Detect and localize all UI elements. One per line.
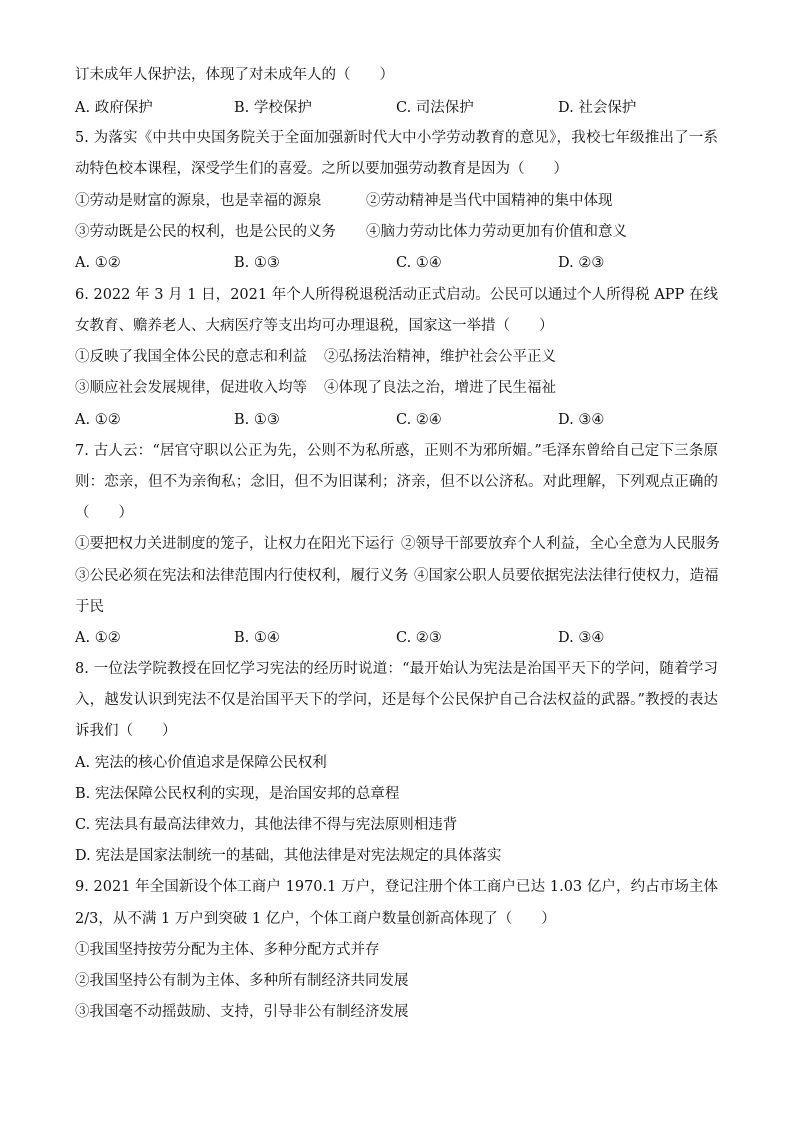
q7-option-d: D. ③④ bbox=[558, 630, 605, 646]
q4-option-d: D. 社会保护 bbox=[558, 100, 637, 116]
q8-option-a: A. 宪法的核心价值追求是保障公民权利 bbox=[75, 755, 327, 771]
q6-statement-2: ②弘扬法治精神，维护社会公平正义 bbox=[324, 349, 556, 365]
q6-statement-4: ④体现了良法之治，增进了民生福祉 bbox=[324, 380, 556, 396]
q7-option-a: A. ①② bbox=[75, 630, 121, 646]
q7-stem-line1: 7. 古人云：“居官守职以公正为先，公则不为私所惑，正则不为邪所媚。”毛泽东曾给自己定下三条原 bbox=[75, 443, 718, 459]
q6-option-d: D. ③④ bbox=[558, 412, 605, 428]
q9-statement-1: ①我国坚持按劳分配为主体、多种分配方式并存 bbox=[75, 942, 380, 958]
q6-option-a: A. ①② bbox=[75, 412, 121, 428]
q6-option-c: C. ②④ bbox=[396, 412, 442, 428]
q6-stem-line1: 6. 2022 年 3 月 1 日，2021 年个人所得税退税活动正式启动。公民可以通过个人所得税 APP 在线 bbox=[75, 287, 718, 303]
q4-option-a: A. 政府保护 bbox=[75, 100, 153, 116]
q7-stem-line2: 则：恋亲，但不为亲徇私；念旧，但不为旧谋利；济亲，但不以公济私。对此理解，下列观点正确的 bbox=[75, 474, 718, 490]
q9-stem-line2: 2/3，从不满 1 万户到突破 1 亿户，个体工商户数量创新高体现了（ ） bbox=[75, 911, 556, 927]
q5-option-d: D. ②③ bbox=[558, 255, 605, 271]
q5-option-b: B. ①③ bbox=[234, 255, 280, 271]
q7-statement-2: ②领导干部要放弃个人利益，全心全意为人民服务 bbox=[401, 536, 720, 552]
q8-stem-line1: 8. 一位法学院教授在回忆学习宪法的经历时说道：“最开始认为宪法是治国平天下的学问，随着学习 bbox=[75, 661, 718, 677]
q5-statement-1: ①劳动是财富的源泉，也是幸福的源泉 bbox=[75, 193, 322, 209]
q6-option-b: B. ①③ bbox=[234, 412, 280, 428]
q5-option-c: C. ①④ bbox=[396, 255, 442, 271]
q7-statement-3: ③公民必须在宪法和法律范围内行使权利，履行义务 bbox=[75, 568, 409, 584]
q7-statement-1: ①要把权力关进制度的笼子，让权力在阳光下运行 bbox=[75, 536, 394, 552]
q4-option-c: C. 司法保护 bbox=[396, 100, 474, 116]
q5-statement-3: ③劳动既是公民的权利，也是公民的义务 bbox=[75, 224, 336, 240]
q8-option-d: D. 宪法是国家法制统一的基础，其他法律是对宪法规定的具体落实 bbox=[75, 848, 502, 864]
q7-option-c: C. ②③ bbox=[396, 630, 442, 646]
q9-statement-3: ③我国毫不动摇鼓励、支持，引导非公有制经济发展 bbox=[75, 1004, 409, 1020]
q5-statement-2: ②劳动精神是当代中国精神的集中体现 bbox=[366, 193, 613, 209]
q9-statement-2: ②我国坚持公有制为主体、多种所有制经济共同发展 bbox=[75, 973, 409, 989]
q7-option-b: B. ①④ bbox=[234, 630, 280, 646]
q7-statement-4-cont: 于民 bbox=[75, 599, 104, 615]
q5-option-a: A. ①② bbox=[75, 255, 121, 271]
q4-stem-tail: 订未成年人保护法，体现了对未成年人的（ ） bbox=[75, 67, 394, 83]
q8-stem-line2: 入，越发认识到宪法不仅是治国平天下的学问，还是每个公民保护自己合法权益的武器。”教授的表达 bbox=[75, 692, 718, 708]
q5-statement-4: ④脑力劳动比体力劳动更加有价值和意义 bbox=[366, 224, 627, 240]
q4-option-b: B. 学校保护 bbox=[234, 100, 312, 116]
q6-statement-1: ①反映了我国全体公民的意志和利益 bbox=[75, 349, 307, 365]
q9-stem-line1: 9. 2021 年全国新设个体工商户 1970.1 万户，登记注册个体工商户已达 1.03 亿户，约占市场主体 bbox=[75, 879, 718, 895]
q5-stem-line2: 动特色校本课程，深受学生们的喜爱。之所以要加强劳动教育是因为（ ） bbox=[75, 161, 568, 177]
q6-statement-3: ③顺应社会发展规律，促进收入均等 bbox=[75, 380, 307, 396]
q6-stem-line2: 女教育、赡养老人、大病医疗等支出均可办理退税，国家这一举措（ ） bbox=[75, 318, 554, 334]
q7-statement-4: ④国家公职人员要依据宪法法律行使权力，造福 bbox=[414, 568, 719, 584]
q8-option-c: C. 宪法具有最高法律效力，其他法律不得与宪法原则相违背 bbox=[75, 817, 458, 833]
q8-stem-line3: 诉我们（ ） bbox=[75, 723, 177, 739]
q7-stem-line3: （ ） bbox=[75, 505, 133, 521]
q8-option-b: B. 宪法保障公民权利的实现，是治国安邦的总章程 bbox=[75, 786, 400, 802]
q5-stem-line1: 5. 为落实《中共中央国务院关于全面加强新时代大中小学劳动教育的意见》，我校七年级推出了一系 bbox=[75, 130, 718, 146]
